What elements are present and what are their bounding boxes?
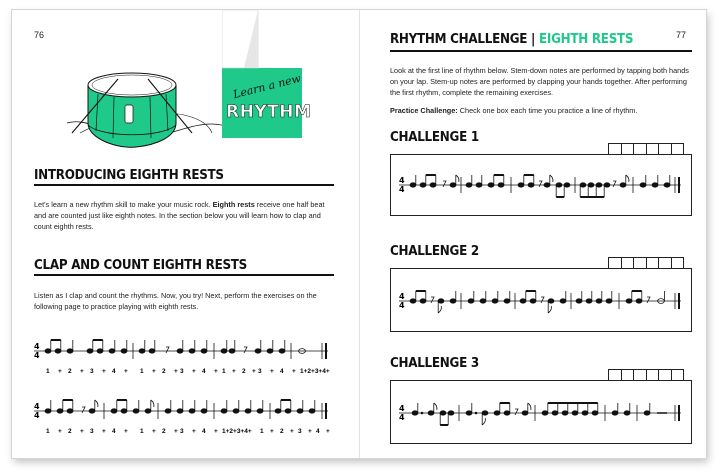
practice-checkbox[interactable] xyxy=(621,258,634,268)
count-syllable: 4 xyxy=(280,368,284,375)
count-syllable: 1 xyxy=(46,368,50,375)
count-syllable: + xyxy=(290,428,294,435)
count-syllable: 4 xyxy=(316,428,320,435)
count-syllable: 2 xyxy=(68,428,72,435)
count-syllable: + xyxy=(232,368,236,375)
practice-checkbox[interactable] xyxy=(646,144,659,154)
notes xyxy=(45,400,326,419)
time-signature-bottom: 4 xyxy=(399,301,405,310)
clap-count-heading: CLAP AND COUNT EIGHTH RESTS xyxy=(34,258,248,273)
count-syllable: 2 xyxy=(280,428,284,435)
count-syllable: + xyxy=(192,428,196,435)
count-syllable: 1 xyxy=(260,428,264,435)
practice-checkbox[interactable] xyxy=(621,370,634,380)
count-syllable: 1 xyxy=(222,368,226,375)
challenge-3-box xyxy=(390,380,692,444)
challenge-1-title: CHALLENGE 1 xyxy=(390,130,479,145)
count-syllable: 4 xyxy=(202,428,206,435)
practice-checkbox[interactable] xyxy=(646,370,659,380)
count-syllable: + xyxy=(214,428,218,435)
time-signature-bottom: 4 xyxy=(399,413,405,422)
practice-checkbox[interactable] xyxy=(658,258,671,268)
practice-checkbox[interactable] xyxy=(621,144,634,154)
count-syllable: + xyxy=(152,368,156,375)
count-syllable: 3 xyxy=(180,368,184,375)
right-page-number: 77 xyxy=(676,30,687,40)
count-syllable: + xyxy=(102,368,106,375)
time-signature-bottom: 4 xyxy=(399,185,405,194)
practice-checkbox[interactable] xyxy=(671,258,684,268)
count-syllable: 1 xyxy=(140,368,144,375)
practice-checkbox[interactable] xyxy=(633,144,646,154)
count-syllable: + xyxy=(214,368,218,375)
count-syllable: 1+2+3+4+ xyxy=(300,368,330,375)
count-syllable: 3 xyxy=(90,428,94,435)
challenge-2-rhythm xyxy=(399,289,685,317)
practice-checkbox[interactable] xyxy=(609,370,621,380)
practice-checkbox[interactable] xyxy=(671,144,684,154)
time-signature-top: 4 xyxy=(34,342,40,351)
practice-checkbox[interactable] xyxy=(646,258,659,268)
count-syllable: + xyxy=(292,368,296,375)
count-syllable: 4 xyxy=(202,368,206,375)
count-syllable: + xyxy=(80,368,84,375)
count-syllable: + xyxy=(174,428,178,435)
banner-script-text: Learn a new xyxy=(231,71,303,102)
count-syllable: 3 xyxy=(258,368,262,375)
notes xyxy=(45,340,326,359)
time-signature-top: 4 xyxy=(399,292,405,301)
count-syllable: + xyxy=(124,368,128,375)
rhythm-exercise-1 xyxy=(32,335,337,377)
practice-checkbox[interactable] xyxy=(671,370,684,380)
challenge-2-title: CHALLENGE 2 xyxy=(390,244,479,259)
practice-checkbox[interactable] xyxy=(633,258,646,268)
count-syllable: + xyxy=(152,428,156,435)
rhythm-challenge-title: RHYTHM CHALLENGE | EIGHTH RESTS xyxy=(390,32,634,47)
time-signature-top: 4 xyxy=(34,402,40,411)
count-line-1 xyxy=(46,368,330,375)
count-syllable: 3 xyxy=(180,428,184,435)
challenge-1-rhythm xyxy=(399,173,685,201)
practice-challenge-text: Practice Challenge: Check one box each time you practice a line of rhythm. xyxy=(390,106,638,115)
count-syllable: + xyxy=(80,428,84,435)
count-syllable: + xyxy=(192,368,196,375)
heading-underline xyxy=(34,184,334,186)
title-underline xyxy=(390,50,692,52)
count-syllable: + xyxy=(252,368,256,375)
count-syllable: 3 xyxy=(90,368,94,375)
clap-count-paragraph: Listen as I clap and count the rhythms. Now, you try! Next, perform the exercises on the following page to practice playing with eighth rests. xyxy=(34,291,317,311)
time-signature-top: 4 xyxy=(399,176,405,185)
heading-underline xyxy=(34,274,334,276)
count-syllable: + xyxy=(102,428,106,435)
count-syllable: + xyxy=(270,428,274,435)
count-syllable: + xyxy=(270,368,274,375)
time-signature-bottom: 4 xyxy=(34,411,40,420)
time-signature-bottom: 4 xyxy=(34,351,40,360)
book-gutter xyxy=(359,10,360,458)
challenge-2-box xyxy=(390,268,692,332)
count-syllable: 2 xyxy=(162,368,166,375)
count-syllable: + xyxy=(326,428,330,435)
count-syllable: 3 xyxy=(298,428,302,435)
count-syllable: 1+2+3+4+ xyxy=(222,428,252,435)
count-syllable: + xyxy=(58,428,62,435)
count-syllable: + xyxy=(308,428,312,435)
practice-checkbox[interactable] xyxy=(633,370,646,380)
challenge-3-rhythm xyxy=(399,401,685,431)
challenge-1-box xyxy=(390,154,692,216)
intro-paragraph: Let's learn a new rhythm skill to make your music rock. Eighth rests receive one half beat and are counted just like eighth notes. In the section below you will learn how to clap and count eighth rests. xyxy=(34,200,325,231)
count-syllable: 4 xyxy=(112,428,116,435)
count-syllable: + xyxy=(124,428,128,435)
count-syllable: 1 xyxy=(140,428,144,435)
left-page-number: 76 xyxy=(34,30,45,40)
practice-checkbox[interactable] xyxy=(658,370,671,380)
count-syllable: 4 xyxy=(112,368,116,375)
banner-title: RHYTHM xyxy=(226,102,312,122)
count-syllable: + xyxy=(174,368,178,375)
challenge-3-title: CHALLENGE 3 xyxy=(390,356,479,371)
practice-checkbox[interactable] xyxy=(609,258,621,268)
practice-checkbox[interactable] xyxy=(609,144,621,154)
count-syllable: 2 xyxy=(162,428,166,435)
instructions-paragraph: Look at the first line of rhythm below. Stem-down notes are performed by tapping both hands on your lap. Stem-up notes are performed by clapping your hands together. After performing the first rhythm, complete the remaining exercises. xyxy=(390,66,689,97)
practice-checkbox[interactable] xyxy=(658,144,671,154)
count-syllable: 2 xyxy=(68,368,72,375)
count-line-2 xyxy=(46,428,330,435)
count-syllable: + xyxy=(58,368,62,375)
intro-eighth-rests-heading: INTRODUCING EIGHTH RESTS xyxy=(34,168,224,183)
count-syllable: 2 xyxy=(242,368,246,375)
count-syllable: 1 xyxy=(46,428,50,435)
time-signature-top: 4 xyxy=(399,404,405,413)
rhythm-exercise-2 xyxy=(32,395,337,437)
book-spread xyxy=(12,10,706,458)
